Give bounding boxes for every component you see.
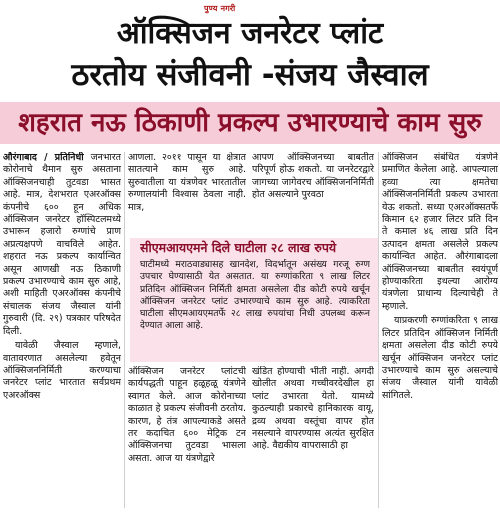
paragraph: ऑक्सिजन संबंधित यंत्रणेने प्रमाणित केलेला आहे. आपल्याला हव्या त्या क्षमतेचा ऑक्सिजननिर्मिती प्रकल्प उभारता येऊ शकतो. सध्या एअरऑक्सतर्फे किमान ६२ हजार लिटर प्रति दिन ते कमाल ४६ लाख प्रति दिन उत्पादन क्षमता असलेले प्रकल्प कार्यान्वित आहेत. औरंगाबादला ऑक्सिजनच्या बाबतीत स्वयंपूर्ण होण्याकरिता इथल्या आरोग्य यंत्रणेला प्राधान्य दिल्याचेही ते म्हणाले.: [382, 152, 498, 312]
column-divider: [378, 152, 379, 508]
article-column-3-bottom: [252, 366, 374, 510]
article-column-3-top: [252, 152, 374, 236]
byline: औरंगाबाद / प्रतिनिधी: [3, 152, 84, 163]
article-column-1: [3, 152, 121, 510]
subheadline: शहरात नऊ ठिकाणी प्रकल्प उभारण्याचे काम सुरु: [18, 108, 482, 138]
sidebar-title: सीएमआयएमने दिले घाटीला २८ लाख रुपये: [140, 240, 337, 255]
column-divider: [124, 152, 125, 508]
sidebar-body: घाटीमध्ये मराठवाड्यासह खानदेश, विदर्भातून असंख्य गरजू रुग्ण उपचार घेण्यासाठी येत असतात. या रुग्णांकरिता ९ लाख लिटर प्रतिदिन ऑक्सिजन निर्मिती क्षमता असलेला दीड कोटी रुपये खर्चून ऑक्सिजन जनरेटर प्लांट उभारण्याचे काम सुरु आहे. त्याकरिता घाटीला सीएमआयएमतर्फे २८ लाख रुपयांचा निधी उपलब्ध करून देण्यात आला आहे.: [140, 259, 370, 332]
paragraph: यावेळी जैस्वाल म्हणाले, वातावरणात असलेल्या हवेतून ऑक्सिजननिर्मिती करण्याचा जनरेटर प्लांट भारतात सर्वप्रथम एअरऑक्स: [3, 340, 121, 401]
paragraph: ऑक्सिजन जनरेटर प्लांटची कार्यपद्धती पाहून हळूहळू यंत्रणेने स्वागत केले. आज कोरोनाच्या काळात हे प्रकल्प संजीवनी ठरतोय. कारण, हे तंत्र आपल्याकडे असते तर कदाचित ६०० मेट्रिक टन ऑक्सिजनचा तुटवडा भासला असता. आज या यंत्रणेद्वारे: [128, 366, 246, 464]
paragraph: आपण ऑक्सिजनच्या बाबतीत परिपूर्ण होऊ शकतो. या जनरेटरद्वारे जागच्या जागेवरच ऑक्सिजननिर्मिती होत असल्याने पुरवठा: [252, 152, 374, 201]
paragraph: याप्रकरणी रुग्णांकरिता ९ लाख लिटर प्रतिदिन ऑक्सिजन निर्मिती क्षमता असलेला दीड कोटी रुपये खर्चून ऑक्सिजन जनरेटर प्लांट उभारण्याचे काम सुरु असल्याचे संजय जैस्वाल यांनी यावेळी सांगितले.: [382, 315, 498, 401]
article-column-4: [382, 152, 498, 510]
paragraph: आणला. २०११ पासून या क्षेत्रात सातत्याने काम सुरु आहे. सुरुवातीला या यंत्रणेवर भारतातील रुग्णालयांनी विश्वास ठेवला नाही. मात्र,: [128, 152, 246, 213]
paragraph: खंडित होण्याची भीती नाही. अगदी खोलीत अथवा गच्चीवरदेखील हा प्लांट उभारता येतो. यामध्ये कुठल्याही प्रकारचे हानिकारक वायू, द्रव्य अथवा वस्तूंचा वापर होत नसल्याने वापरण्यास अत्यंत सुरक्षित आहे. वैद्यकीय वापरासाठी हा: [252, 366, 374, 452]
newspaper-logo: पुण्य नगरी: [204, 4, 236, 13]
subheadline-band: [0, 102, 500, 144]
headline-line-2: ठरतोय संजीवनी -संजय जैस्वाल: [71, 57, 429, 93]
paragraph: जनभारत कोरोनाचे थैमान सुरु असताना ऑक्सिजनचाही तुटवडा भासत आहे. मात्र, देशभरात एअरऑक्स कंपनीचे ६०० हून अधिक ऑक्सिजन जनरेटर हॉस्पिटलमध्ये उभारून हजारो रुग्णांचे प्राण अप्रत्यक्षपणे वाचविले आहेत. शहरात नऊ प्रकल्प कार्यान्वित असून आणखी नऊ ठिकाणी प्रकल्प उभारण्याचे काम सुरु आहे, अशी माहिती एअरऑक्स कंपनीचे संचालक संजय जैस्वाल यांनी गुरुवारी (दि. २९) पत्रकार परिषदेत दिली.: [3, 152, 121, 337]
article-column-2-bottom: [128, 366, 246, 510]
article-column-2-top: [128, 152, 246, 236]
headline-line-1: ऑक्सिजन जनरेटर प्लांट: [116, 16, 384, 51]
sidebar-box: [130, 238, 378, 362]
